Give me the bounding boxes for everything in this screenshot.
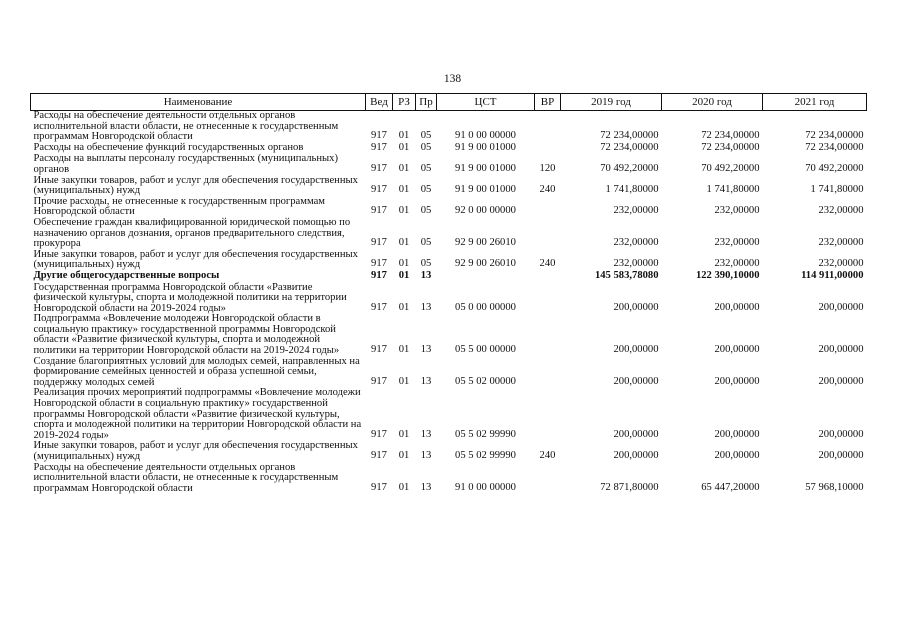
row-vr: 120	[539, 162, 556, 174]
row-amount-2021: 200,00000	[818, 375, 864, 387]
row-amount-2020: 200,00000	[714, 375, 760, 387]
row-cst: 91 9 00 01000	[455, 141, 516, 153]
row-vr: 240	[539, 258, 556, 270]
row-rz: 01	[398, 269, 410, 281]
table-row	[31, 463, 867, 495]
row-rz: 01	[398, 237, 410, 249]
row-name: Подпрограмма «Вовлечение молодежи Новгородской области в социальную практику» государственной программы Новгородской области «Развитие физической культуры, спорта и молодежной политики на территории Новгородской области на 2019-2024 годы»	[33, 313, 340, 357]
col-header-rz: РЗ	[393, 94, 416, 111]
row-name: Другие общегосударственные вопросы	[33, 269, 220, 281]
table-row	[31, 197, 867, 218]
row-vr	[535, 143, 561, 155]
row-amount-2020: 1 741,80000	[706, 184, 760, 196]
row-pr: 13	[420, 269, 432, 281]
budget-table	[30, 93, 867, 494]
table-row	[31, 250, 867, 271]
table-row	[31, 218, 867, 250]
row-pr: 05	[420, 205, 432, 217]
row-vr	[535, 357, 561, 389]
row-amount-2019: 200,00000	[613, 450, 659, 461]
row-vr	[535, 197, 561, 218]
table-row	[31, 388, 867, 441]
row-amount-2020: 200,00000	[714, 344, 760, 356]
row-name: Реализация прочих мероприятий подпрограммы «Вовлечение молодежи Новгородской области в социальную практику» государственной программы Новгородской области «Развитие физической культуры, спорта и молодежной политики на территории Новгородской области на 2019-2024 годы»	[33, 387, 362, 441]
row-name: Прочие расходы, не отнесенные к государственным программам Новгородской области	[33, 195, 325, 218]
row-cst: 05 5 00 00000	[455, 344, 516, 356]
row-amount-2020: 200,00000	[714, 450, 760, 461]
row-amount-2019: 200,00000	[613, 344, 659, 356]
col-header-name: Наименование	[31, 94, 366, 111]
row-name: Расходы на обеспечение деятельности отдельных органов исполнительной власти области, не отнесенные к государственным программам Новгородской области	[33, 461, 339, 494]
row-vr	[535, 314, 561, 356]
row-amount-2021: 1 741,80000	[810, 184, 864, 196]
row-amount-2021: 200,00000	[818, 428, 864, 440]
row-cst: 05 5 02 99990	[455, 450, 516, 461]
row-cst: 92 9 00 26010	[455, 258, 516, 270]
row-pr: 13	[420, 450, 432, 461]
row-rz: 01	[398, 184, 410, 196]
row-amount-2021: 114 911,00000	[801, 269, 864, 281]
row-vr	[535, 463, 561, 495]
row-cst: 92 0 00 00000	[455, 205, 516, 217]
row-ved: 917	[371, 269, 387, 281]
row-ved: 917	[371, 428, 387, 440]
row-vr	[535, 218, 561, 250]
col-header-2019: 2019 год	[561, 94, 662, 111]
row-amount-2019: 1 741,80000	[605, 184, 659, 196]
row-amount-2021: 232,00000	[818, 237, 864, 249]
row-amount-2019: 232,00000	[613, 237, 659, 249]
table-row	[31, 176, 867, 197]
table-row	[31, 154, 867, 175]
table-row	[31, 111, 867, 143]
row-amount-2020: 232,00000	[714, 237, 760, 249]
row-cst: 91 9 00 01000	[455, 162, 516, 174]
row-rz: 01	[398, 375, 410, 387]
row-amount-2021: 72 234,00000	[805, 141, 864, 153]
row-name: Создание благоприятных условий для молодых семей, направленных на формирование семейных ценностей и образа успешной семьи, поддержку молодых семей	[33, 355, 360, 388]
row-rz: 01	[398, 481, 410, 493]
table-row	[31, 314, 867, 356]
row-amount-2020: 200,00000	[714, 428, 760, 440]
row-cst	[437, 271, 535, 283]
col-header-2020: 2020 год	[662, 94, 763, 111]
row-ved: 917	[371, 162, 387, 174]
row-rz: 01	[398, 344, 410, 356]
row-amount-2020: 65 447,20000	[701, 481, 760, 493]
row-amount-2020: 70 492,20000	[701, 162, 760, 174]
table-header-row	[31, 94, 867, 111]
row-amount-2019: 232,00000	[613, 258, 659, 270]
row-amount-2019: 72 234,00000	[600, 141, 659, 153]
row-ved: 917	[371, 301, 387, 313]
row-pr: 05	[420, 184, 432, 196]
page-number: 138	[443, 73, 462, 85]
row-pr: 13	[420, 481, 432, 493]
col-header-vr: ВР	[535, 94, 561, 111]
row-pr: 05	[420, 141, 432, 153]
row-amount-2019: 145 583,78080	[594, 269, 659, 281]
row-vr	[535, 111, 561, 143]
row-amount-2021: 200,00000	[818, 344, 864, 356]
row-name: Иные закупки товаров, работ и услуг для обеспечения государственных (муниципальных) нужд	[33, 248, 358, 271]
row-rz: 01	[398, 162, 410, 174]
row-amount-2019: 200,00000	[613, 301, 659, 313]
row-name: Расходы на обеспечение деятельности отдельных органов исполнительной власти области, не отнесенные к государственным программам Новгородской области	[33, 110, 339, 143]
row-rz: 01	[398, 141, 410, 153]
row-ved: 917	[371, 258, 387, 270]
row-ved: 917	[371, 141, 387, 153]
row-pr: 05	[420, 130, 432, 142]
row-vr: 240	[539, 450, 556, 461]
row-amount-2019: 72 234,00000	[600, 130, 659, 142]
row-rz: 01	[398, 205, 410, 217]
row-amount-2021: 57 968,10000	[805, 481, 864, 493]
row-amount-2020: 72 234,00000	[701, 130, 760, 142]
row-amount-2021: 200,00000	[818, 450, 864, 461]
row-vr: 240	[539, 184, 556, 196]
row-pr: 13	[420, 344, 432, 356]
row-ved: 917	[371, 130, 387, 142]
row-cst: 05 5 02 99990	[455, 428, 516, 440]
row-rz: 01	[398, 258, 410, 270]
col-header-cst: ЦСТ	[437, 94, 535, 111]
row-amount-2021: 232,00000	[818, 205, 864, 217]
table-row	[31, 271, 867, 283]
row-cst: 91 9 00 01000	[455, 184, 516, 196]
row-ved: 917	[371, 450, 387, 461]
row-cst: 05 0 00 00000	[455, 301, 516, 313]
row-amount-2021: 200,00000	[818, 301, 864, 313]
row-amount-2020: 232,00000	[714, 258, 760, 270]
row-cst: 92 9 00 26010	[455, 237, 516, 249]
row-pr: 05	[420, 162, 432, 174]
row-amount-2021: 70 492,20000	[805, 162, 864, 174]
row-pr: 13	[420, 375, 432, 387]
row-rz: 01	[398, 450, 410, 461]
table-row	[31, 283, 867, 315]
col-header-ved: Вед	[366, 94, 393, 111]
row-amount-2021: 72 234,00000	[805, 130, 864, 142]
row-ved: 917	[371, 237, 387, 249]
row-vr	[535, 271, 561, 283]
row-vr	[535, 283, 561, 315]
row-amount-2021: 232,00000	[818, 258, 864, 270]
row-name: Иные закупки товаров, работ и услуг для обеспечения государственных (муниципальных) нужд	[33, 440, 358, 462]
row-amount-2020: 232,00000	[714, 205, 760, 217]
row-vr	[535, 388, 561, 441]
row-ved: 917	[371, 184, 387, 196]
row-rz: 01	[398, 130, 410, 142]
row-amount-2020: 122 390,10000	[695, 269, 760, 281]
row-cst: 91 0 00 00000	[455, 481, 516, 493]
row-amount-2020: 200,00000	[714, 301, 760, 313]
row-cst: 05 5 02 00000	[455, 375, 516, 387]
row-name: Иные закупки товаров, работ и услуг для обеспечения государственных (муниципальных) нужд	[33, 174, 358, 197]
table-row	[31, 357, 867, 389]
row-name: Обеспечение граждан квалифицированной юридической помощью по назначению органов дознания, органов предварительного следствия, прокурора	[33, 216, 351, 250]
row-name: Государственная программа Новгородской области «Развитие физической культуры, спорта и молодежной политики на территории Новгородской области на 2019-2024 годы»	[33, 281, 347, 314]
row-ved: 917	[371, 375, 387, 387]
row-amount-2020: 72 234,00000	[701, 141, 760, 153]
row-name: Расходы на обеспечение функций государственных органов	[33, 141, 304, 153]
row-cst: 91 0 00 00000	[455, 130, 516, 142]
row-pr: 05	[420, 258, 432, 270]
table-row	[31, 441, 867, 462]
row-ved: 917	[371, 344, 387, 356]
row-ved: 917	[371, 205, 387, 217]
row-name: Расходы на выплаты персоналу государственных (муниципальных) органов	[33, 153, 338, 175]
col-header-pr: Пр	[416, 94, 437, 111]
row-amount-2019: 200,00000	[613, 375, 659, 387]
row-amount-2019: 70 492,20000	[600, 162, 659, 174]
row-amount-2019: 232,00000	[613, 205, 659, 217]
row-pr: 13	[420, 428, 432, 440]
row-amount-2019: 200,00000	[613, 428, 659, 440]
col-header-2021: 2021 год	[763, 94, 867, 111]
row-ved: 917	[371, 481, 387, 493]
row-rz: 01	[398, 301, 410, 313]
row-amount-2019: 72 871,80000	[600, 481, 659, 493]
row-rz: 01	[398, 428, 410, 440]
row-pr: 13	[420, 301, 432, 313]
row-pr: 05	[420, 237, 432, 249]
